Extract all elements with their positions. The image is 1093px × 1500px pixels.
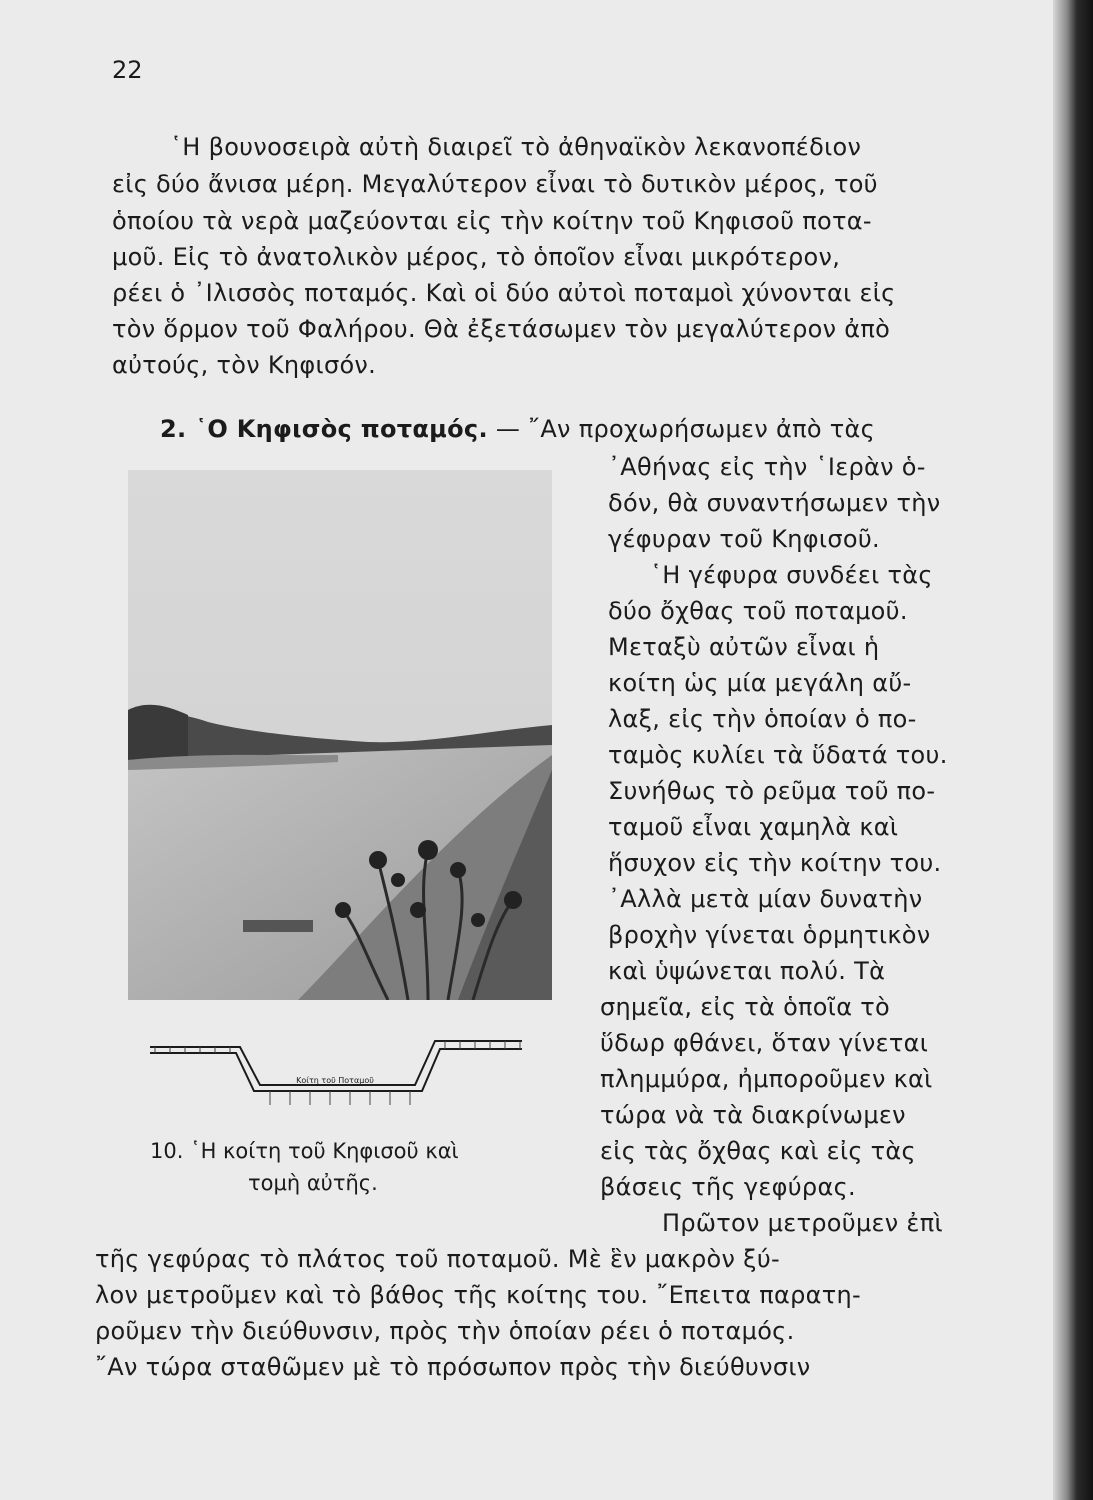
- text-line: λαξ, εἰς τὴν ὁποίαν ὁ πο-: [608, 705, 917, 733]
- text-line: λον μετροῦμεν καὶ τὸ βάθος τῆς κοίτης του. ῎Επειτα παρατη-: [95, 1281, 862, 1309]
- text-line: ᾿Αλλὰ μετὰ μίαν δυνατὴν: [608, 885, 923, 913]
- riverbed-cross-section-diagram: [150, 1025, 530, 1115]
- text-line: μοῦ. Εἰς τὸ ἀνατολικὸν μέρος, τὸ ὁποῖον εἶναι μικρότερον,: [112, 243, 841, 271]
- text-line: Συνήθως τὸ ρεῦμα τοῦ πο-: [608, 777, 936, 805]
- text-line: ὕδωρ φθάνει, ὅταν γίνεται: [600, 1029, 929, 1057]
- diagram-label: Κοίτη τοῦ Ποταμοῦ: [296, 1076, 374, 1085]
- text-line: εἰς δύο ἄνισα μέρη. Μεγαλύτερον εἶναι τὸ δυτικὸν μέρος, τοῦ: [112, 170, 878, 198]
- text-line: ῾Η βουνοσειρὰ αὐτὴ διαιρεῖ τὸ ἀθηναϊκὸν λεκανοπέδιον: [170, 133, 862, 161]
- text-line: ταμὸς κυλίει τὰ ὕδατά του.: [608, 741, 948, 769]
- text-line: ροῦμεν τὴν διεύθυνσιν, πρὸς τὴν ὁποίαν ρέει ὁ ποταμός.: [95, 1317, 795, 1345]
- text-line: ῾Η γέφυρα συνδέει τὰς: [650, 561, 933, 589]
- text-line: βάσεις τῆς γεφύρας.: [600, 1173, 856, 1201]
- text-line: ταμοῦ εἶναι χαμηλὰ καὶ: [608, 813, 899, 841]
- section-heading-continuation: — ῎Αν προχωρήσωμεν ἀπὸ τὰς: [495, 415, 875, 443]
- text-line: ᾿Αθήνας εἰς τὴν ῾Ιερὰν ὁ-: [608, 453, 926, 481]
- page-number: 22: [112, 56, 143, 84]
- text-line: πλημμύρα, ἠμποροῦμεν καὶ: [600, 1065, 933, 1093]
- text-line: τὸν ὅρμον τοῦ Φαλήρου. Θὰ ἐξετάσωμεν τὸν μεγαλύτερον ἀπὸ: [112, 315, 891, 343]
- figure-caption-line2: τομὴ αὐτῆς.: [248, 1171, 378, 1195]
- text-line: σημεῖα, εἰς τὰ ὁποῖα τὸ: [600, 993, 890, 1021]
- text-line: ἥσυχον εἰς τὴν κοίτην του.: [608, 849, 942, 877]
- figure-caption-line1: 10. ῾Η κοίτη τοῦ Κηφισοῦ καὶ: [150, 1139, 459, 1163]
- text-line: εἰς τὰς ὄχθας καὶ εἰς τὰς: [600, 1137, 916, 1165]
- text-line: κοίτη ὡς μία μεγάλη αὔ-: [608, 669, 912, 697]
- text-line: γέφυραν τοῦ Κηφισοῦ.: [608, 525, 880, 553]
- text-line: Πρῶτον μετροῦμεν ἐπὶ: [662, 1209, 943, 1237]
- page-binding-edge: [1053, 0, 1093, 1500]
- text-line: ῎Αν τώρα σταθῶμεν μὲ τὸ πρόσωπον πρὸς τὴν διεύθυνσιν: [95, 1353, 811, 1381]
- text-line: τῆς γεφύρας τὸ πλάτος τοῦ ποταμοῦ. Μὲ ἓν μακρὸν ξύ-: [95, 1245, 781, 1273]
- text-line: βροχὴν γίνεται ὁρμητικὸν: [608, 921, 931, 949]
- text-line: δόν, θὰ συναντήσωμεν τὴν: [608, 489, 941, 517]
- text-line: ὁποίου τὰ νερὰ μαζεύονται εἰς τὴν κοίτην τοῦ Κηφισοῦ ποτα-: [112, 207, 872, 235]
- river-photo: [128, 470, 552, 1000]
- text-line: τώρα νὰ τὰ διακρίνωμεν: [600, 1101, 906, 1129]
- text-line: αὐτούς, τὸν Κηφισόν.: [112, 351, 377, 379]
- text-line: δύο ὄχθας τοῦ ποταμοῦ.: [608, 597, 908, 625]
- text-line: καὶ ὑψώνεται πολύ. Τὰ: [608, 957, 886, 985]
- section-heading-line: [160, 412, 875, 446]
- section-heading: 2. ῾Ο Κηφισὸς ποταμός.: [160, 415, 488, 443]
- text-line: ρέει ὁ ᾿Ιλισσὸς ποταμός. Καὶ οἱ δύο αὐτοὶ ποταμοὶ χύνονται εἰς: [112, 279, 896, 307]
- text-line: Μεταξὺ αὐτῶν εἶναι ἡ: [608, 633, 880, 661]
